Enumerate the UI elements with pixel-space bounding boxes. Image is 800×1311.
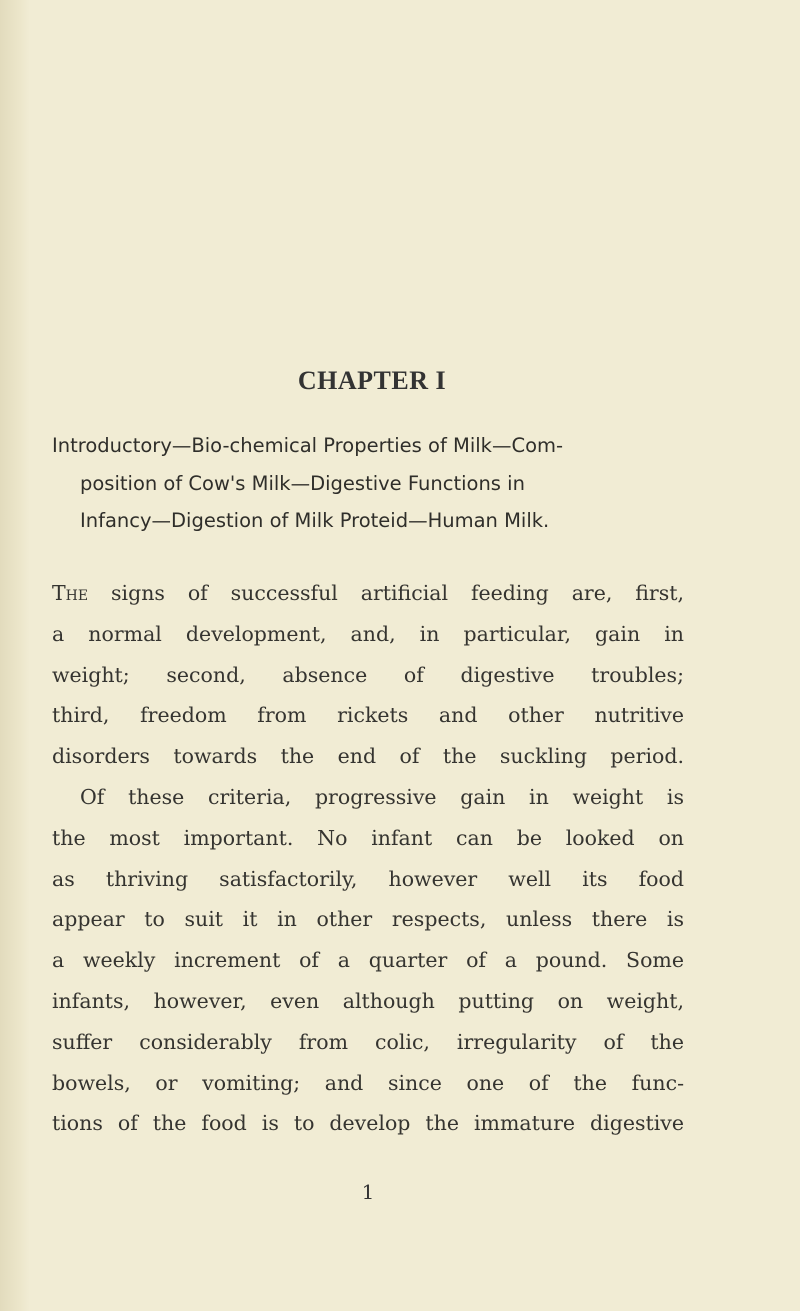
page-number: 1 — [361, 1180, 375, 1204]
body-line: third, freedom from rickets and other nutritive — [52, 703, 684, 728]
page-gutter-shadow — [0, 0, 30, 1311]
chapter-synopsis — [52, 427, 684, 540]
opening-word: The — [52, 581, 89, 605]
body-line: Of these criteria, progressive gain in weight is — [80, 784, 684, 809]
body-line-text: signs of successful artificial feeding are, first, — [88, 581, 684, 605]
synopsis-line: Infancy—Digestion of Milk Proteid—Human Milk. — [80, 509, 550, 532]
body-line — [52, 573, 684, 614]
body-line: appear to suit it in other respects, unless there is — [52, 907, 684, 932]
body-line: a weekly increment of a quarter of a pound. Some — [52, 948, 684, 973]
body-line: infants, however, even although putting on weight, — [52, 988, 684, 1013]
body-line: suffer considerably from colic, irregularity of the — [52, 1029, 684, 1054]
book-page — [52, 0, 692, 1311]
body-line: a normal development, and, in particular, gain in — [52, 621, 684, 646]
synopsis-line: position of Cow's Milk—Digestive Functions in — [80, 471, 525, 495]
body-line: the most important. No infant can be looked on — [52, 825, 684, 850]
body-text — [52, 573, 684, 1144]
chapter-title: CHAPTER I — [297, 366, 447, 395]
body-line: disorders towards the end of the suckling period. — [52, 744, 684, 769]
body-line: bowels, or vomiting; and since one of the func- — [52, 1070, 684, 1095]
body-line: weight; second, absence of digestive troubles; — [52, 662, 684, 687]
synopsis-line: Introductory—Bio-chemical Properties of Milk—Com- — [52, 434, 564, 457]
body-line: tions of the food is to develop the immature digestive — [52, 1111, 684, 1136]
body-line: as thriving satisfactorily, however well its food — [52, 866, 684, 891]
